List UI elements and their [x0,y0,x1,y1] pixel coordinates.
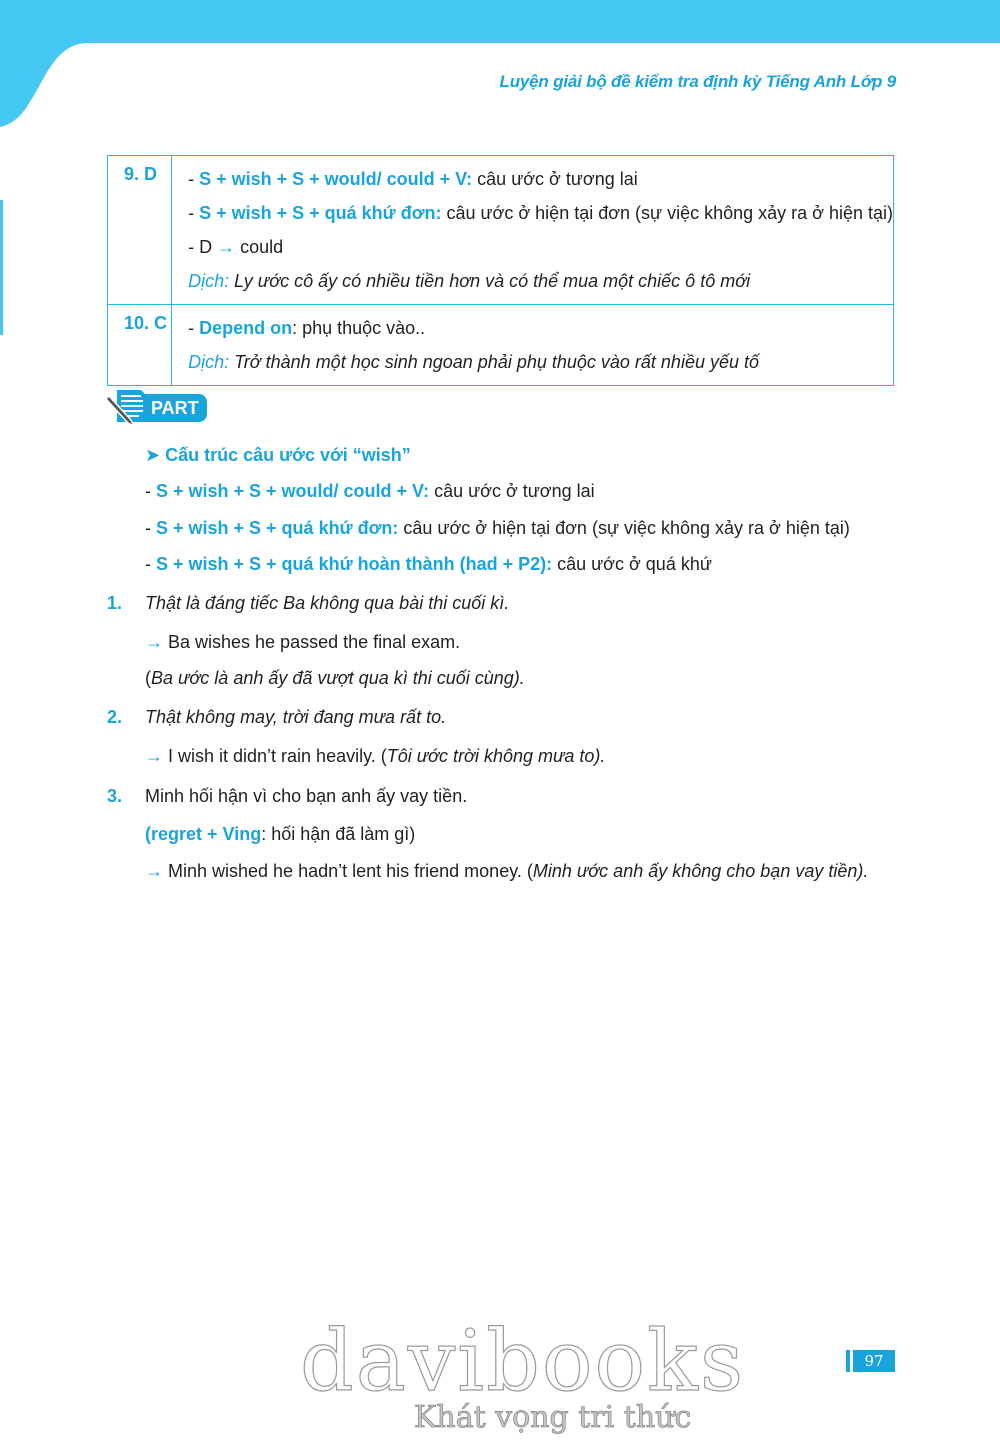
text-segment: S + wish + S + would/ could + V: [156,481,430,501]
explanation-line [188,264,893,298]
table-row [108,156,894,305]
page-number [846,1350,895,1372]
left-edge-rule [0,200,3,335]
explanation-line [188,311,893,345]
item-number: 1. [107,593,123,613]
text-segment: Trở thành một học sinh ngoan phải phụ thuộc vào rất nhiều yếu tố [229,352,760,372]
content-line [145,591,509,615]
page-number-value: 97 [853,1350,895,1372]
answer-number: 10. C [108,305,172,386]
text-segment: : hối hận đã làm gì) [261,824,416,844]
text-segment: Ba wishes he passed the final exam. [163,632,461,652]
text-segment: Thật là đáng tiếc Ba không qua bài thi cuối kì. [145,593,510,613]
text-segment: (regret + Ving [145,824,262,844]
answer-explanation [172,156,894,305]
part-label: PART 2 [143,394,207,422]
text-segment: S + wish + S + quá khứ đơn: [156,518,399,538]
running-title: Luyện giải bộ đề kiểm tra định kỳ Tiếng Anh Lớp 9 [499,72,896,91]
text-segment: câu ước ở hiện tại đơn (sự việc không xảy ra ở hiện tại) [398,518,850,538]
content-line [145,443,411,467]
text-segment: ( [145,668,151,688]
content-line [145,552,712,576]
text-segment: : phụ thuộc vào.. [292,318,426,338]
text-segment: - [188,169,200,189]
content-line [145,516,850,540]
text-segment: could [235,237,284,257]
text-segment: - [145,554,156,574]
arrow-icon: → [145,632,163,652]
text-segment: Tôi ước trời không mưa to). [386,746,606,766]
table-row [108,305,894,386]
brand-watermark: davibooks [300,1312,746,1410]
answer-number: 9. D [108,156,172,305]
text-segment: Dịch: [188,271,230,291]
arrow-icon: → [145,746,163,766]
content-line [145,859,868,883]
header-band [0,0,1000,140]
explanation-line [188,230,893,264]
arrow-icon: → [217,237,236,257]
text-segment: câu ước ở quá khứ [552,554,712,574]
text-segment: Depend on [199,318,293,338]
text-segment: - [145,518,156,538]
text-segment: I wish it didn’t rain heavily. ( [163,746,387,766]
text-segment: ➤ Cấu trúc câu ước với “wish” [145,445,411,465]
content-line [145,705,446,729]
brand-slogan: Khát vọng tri thức [414,1400,692,1435]
text-segment: - [145,481,156,501]
text-segment: Minh hối hận vì cho bạn anh ấy vay tiền. [145,786,468,806]
text-segment: Minh wished he hadn’t lent his friend money. ( [163,861,533,881]
explanation-line [188,162,893,196]
content-line [145,784,467,808]
answer-table [107,155,894,386]
text-segment: - [188,318,200,338]
content-line [145,666,525,690]
text-segment: S + wish + S + quá khứ hoàn thành (had + P2): [156,554,553,574]
text-segment: Minh ước anh ấy không cho bạn vay tiền). [532,861,869,881]
content-line [145,630,460,654]
content-line [145,822,415,846]
page-number-bar [846,1350,850,1372]
text-segment: Ly ước cô ấy có nhiều tiền hơn và có thể mua một chiếc ô tô mới [229,271,751,291]
item-number: 2. [107,707,123,727]
text-segment: - [188,203,200,223]
text-segment: câu ước ở tương lai [429,481,595,501]
text-segment: Thật không may, trời đang mưa rất to. [145,707,447,727]
text-segment: câu ước ở tương lai [472,169,638,189]
text-segment: - D [188,237,218,257]
explanation-line [188,196,893,230]
text-segment: S + wish + S + would/ could + V: [199,169,473,189]
content-line [145,744,605,768]
text-segment: Dịch: [188,352,230,372]
arrow-icon: → [145,861,163,881]
answer-explanation [172,305,894,386]
content-line [145,479,595,503]
part-heading [107,388,199,440]
text-segment: Ba ước là anh ấy đã vượt qua kì thi cuối cùng). [151,668,525,688]
text-segment: câu ước ở hiện tại đơn (sự việc không xảy ra ở hiện tại) [441,203,893,223]
text-segment: S + wish + S + quá khứ đơn: [199,203,442,223]
item-number: 3. [107,786,123,806]
explanation-line [188,345,893,379]
